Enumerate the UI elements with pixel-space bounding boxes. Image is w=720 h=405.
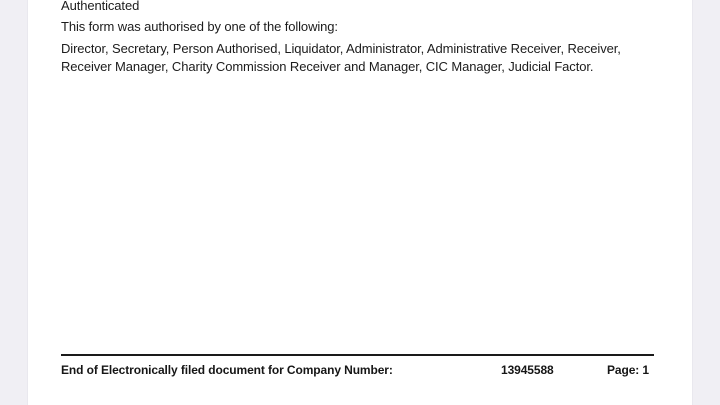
authenticated-label: Authenticated: [61, 0, 140, 13]
footer-divider-line: [61, 354, 654, 356]
authorised-intro-text: This form was authorised by one of the following:: [61, 19, 338, 34]
page-number-label: Page: 1: [607, 363, 649, 377]
end-of-document-label: End of Electronically filed document for Company Number:: [61, 363, 393, 377]
authorised-roles-line-1: Director, Secretary, Person Authorised, Liquidator, Administrator, Administrative Receiver, Receiver,: [61, 41, 621, 56]
authorised-roles-line-2: Receiver Manager, Charity Commission Receiver and Manager, CIC Manager, Judicial Factor.: [61, 59, 594, 74]
company-number-value: 13945588: [501, 363, 554, 377]
document-page: [27, 0, 693, 405]
